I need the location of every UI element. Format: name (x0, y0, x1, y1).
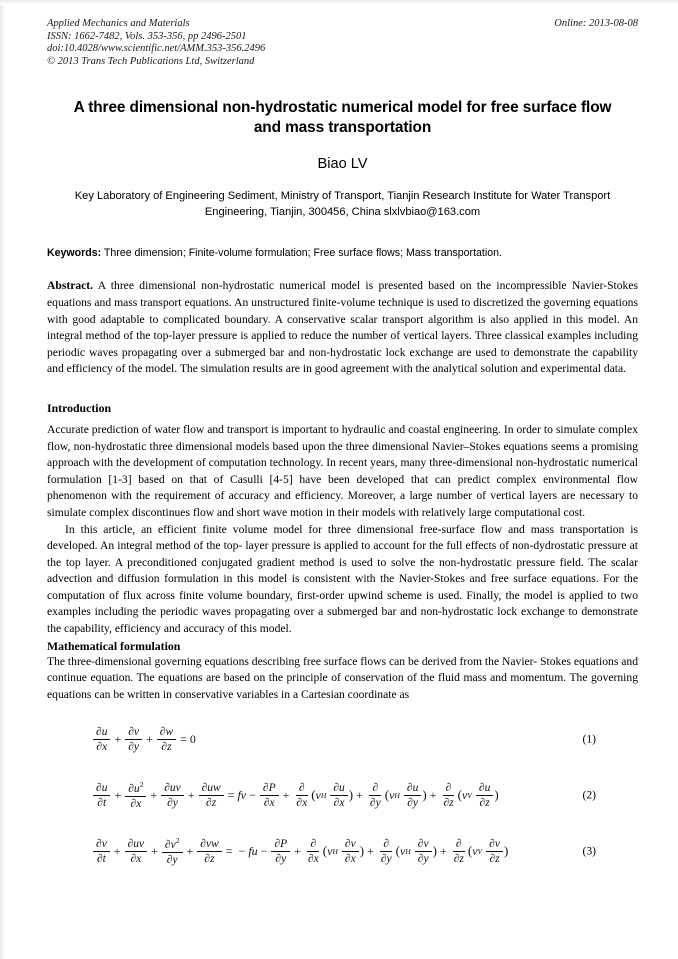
masthead (47, 18, 638, 68)
affiliation: Key Laboratory of Engineering Sediment, Ministry of Transport, Tianjin Research Institute for Water Transport Engineering, Tianjin, 300456, China slxlvbiao@163.com (74, 190, 611, 219)
equation-3-block (47, 831, 638, 871)
section-heading-introduction: Introduction (47, 400, 112, 415)
online-date: Online: 2013-08-08 (554, 18, 638, 29)
section-heading-mathematical-formulation: Mathematical formulation (47, 638, 181, 653)
equation-1-number: (1) (582, 732, 596, 746)
issn-line: ISSN: 1662-7482, Vols. 353-356, pp 2496-2501 (47, 30, 247, 42)
math-paragraph-1: The three-dimensional governing equations describing free surface flows can be derived from the Navier- Stokes equations and continue equation. The equations are based on the principle of conservation of the fluid mass and momentum. The governing equations can be written in conservative variables in a Cartesian coordinate as (47, 654, 638, 701)
keywords-label: Keywords: (47, 247, 102, 260)
abstract-block (47, 278, 638, 378)
abstract-label: Abstract. (47, 279, 94, 293)
scan-edge-left (0, 0, 5, 959)
equation-3-number: (3) (582, 844, 596, 858)
keywords-line (47, 246, 638, 260)
doi-line: doi:10.4028/www.scientific.net/AMM.353-356.2496 (47, 43, 266, 55)
keywords-text: Three dimension; Finite-volume formulation; Free surface flows; Mass transportation. (101, 247, 502, 260)
equation-1-body: $\frac{\partial u}{\partial x}$ + $\frac{\partial v}{\partial y}$ + $\frac{\partial w}{\partial z}$ = 0 (92, 726, 199, 753)
abstract-text: A three dimensional non-hydrostatic numerical model is presented based on the incompressible Navier-Stokes equations and mass transport equations. An unstructured finite-volume technique is used to discretized the governing equations with good adaptable to complicated boundary. A conservative scalar transport algorithm is also applied in this model. An integral method of the top-layer pressure is applied to reduce the number of vertical layers. Three classical examples including periodic waves propagating over a submerged bar and non-hydrostatic lock exchange are used to demonstrate the capability and efficiency of the model. The simulation results are in good agreement with the analytical solution and experimental data. (47, 279, 638, 376)
intro-paragraph-1: Accurate prediction of water flow and transport is important to hydraulic and coastal engineering. In order to simulate complex flow, non-hydrostatic three dimensional models based upon the three dimensional Navier–Stokes equations seems a promising approach with the development of computation technology. In recent years, many three-dimensional non-hydrostatic numerical formulation [1-3] based on that of Casulli [4-5] have been developed that can predict complex environmental flow phenomenon with the requirement of accuracy and efficiency. Moreover, a large number of vertical layers are necessary to simulate complex discontinues flow and short wave motion in their models with relatively large computational cost. (47, 422, 638, 519)
page-title: A three dimensional non-hydrostatic numerical model for free surface flow and mass transportation (73, 99, 612, 137)
equation-2-number: (2) (582, 788, 596, 802)
scan-edge-top (0, 0, 678, 5)
journal-name: Applied Mechanics and Materials (47, 18, 190, 29)
equation-2-body: $\frac{\partial u}{\partial t}$ + $\frac{\partial u^2}{\partial x}$ + $\frac{\partial uv}{\partial y}$ + $\frac{\partial uw}{\partial z}$ = fv − $\frac{\partial P}{\partial x}$ + $\frac{\partial}{\partial x}$ ( ν H $\frac{\partial u}{\partial x}$ ) + $\frac{\partial}{\partial y}$ ( ν H $\frac{\partial u}{\partial y}$ ) + $\frac{\partial}{\partial z}$ ( ν V $\frac{\partial u}{\partial z}$ ) (92, 781, 499, 810)
equation-3-body: $\frac{\partial v}{\partial t}$ + $\frac{\partial uv}{\partial x}$ + $\frac{\partial v^2}{\partial y}$ + $\frac{\partial vw}{\partial z}$ = − fu − $\frac{\partial P}{\partial y}$ + $\frac{\partial}{\partial x}$ ( ν H $\frac{\partial v}{\partial x}$ ) + $\frac{\partial}{\partial y}$ ( ν H $\frac{\partial v}{\partial y}$ ) + $\frac{\partial}{\partial z}$ ( ν V $\frac{\partial v}{\partial z}$ ) (92, 837, 508, 866)
intro-paragraph-2: In this article, an efficient finite volume model for three dimensional free-surface flow and mass transportation is developed. An integral method of the top- layer pressure is applied to account for the full effects of non-dydrostatic pressure at the top layer. A preconditioned conjugated gradient method is used to solve the non-hydrostatic pressure field. The scalar advection and diffusion formulation in this model is consistent with the Navier-Stokes and free surface equations. For the computation of flux across finite volume boundary, first-order upwind scheme is used. Finally, the model is applied to two examples including the periodic waves propagating over a submerged bar and non-hydrostatic lock exchange to demonstrate the capability, efficiency and accuracy of this model. (47, 522, 638, 636)
equation-2-block (47, 775, 638, 815)
equation-1-block (47, 719, 638, 759)
author-name: Biao LV (317, 156, 368, 173)
copyright-line: © 2013 Trans Tech Publications Ltd, Switzerland (47, 55, 255, 67)
